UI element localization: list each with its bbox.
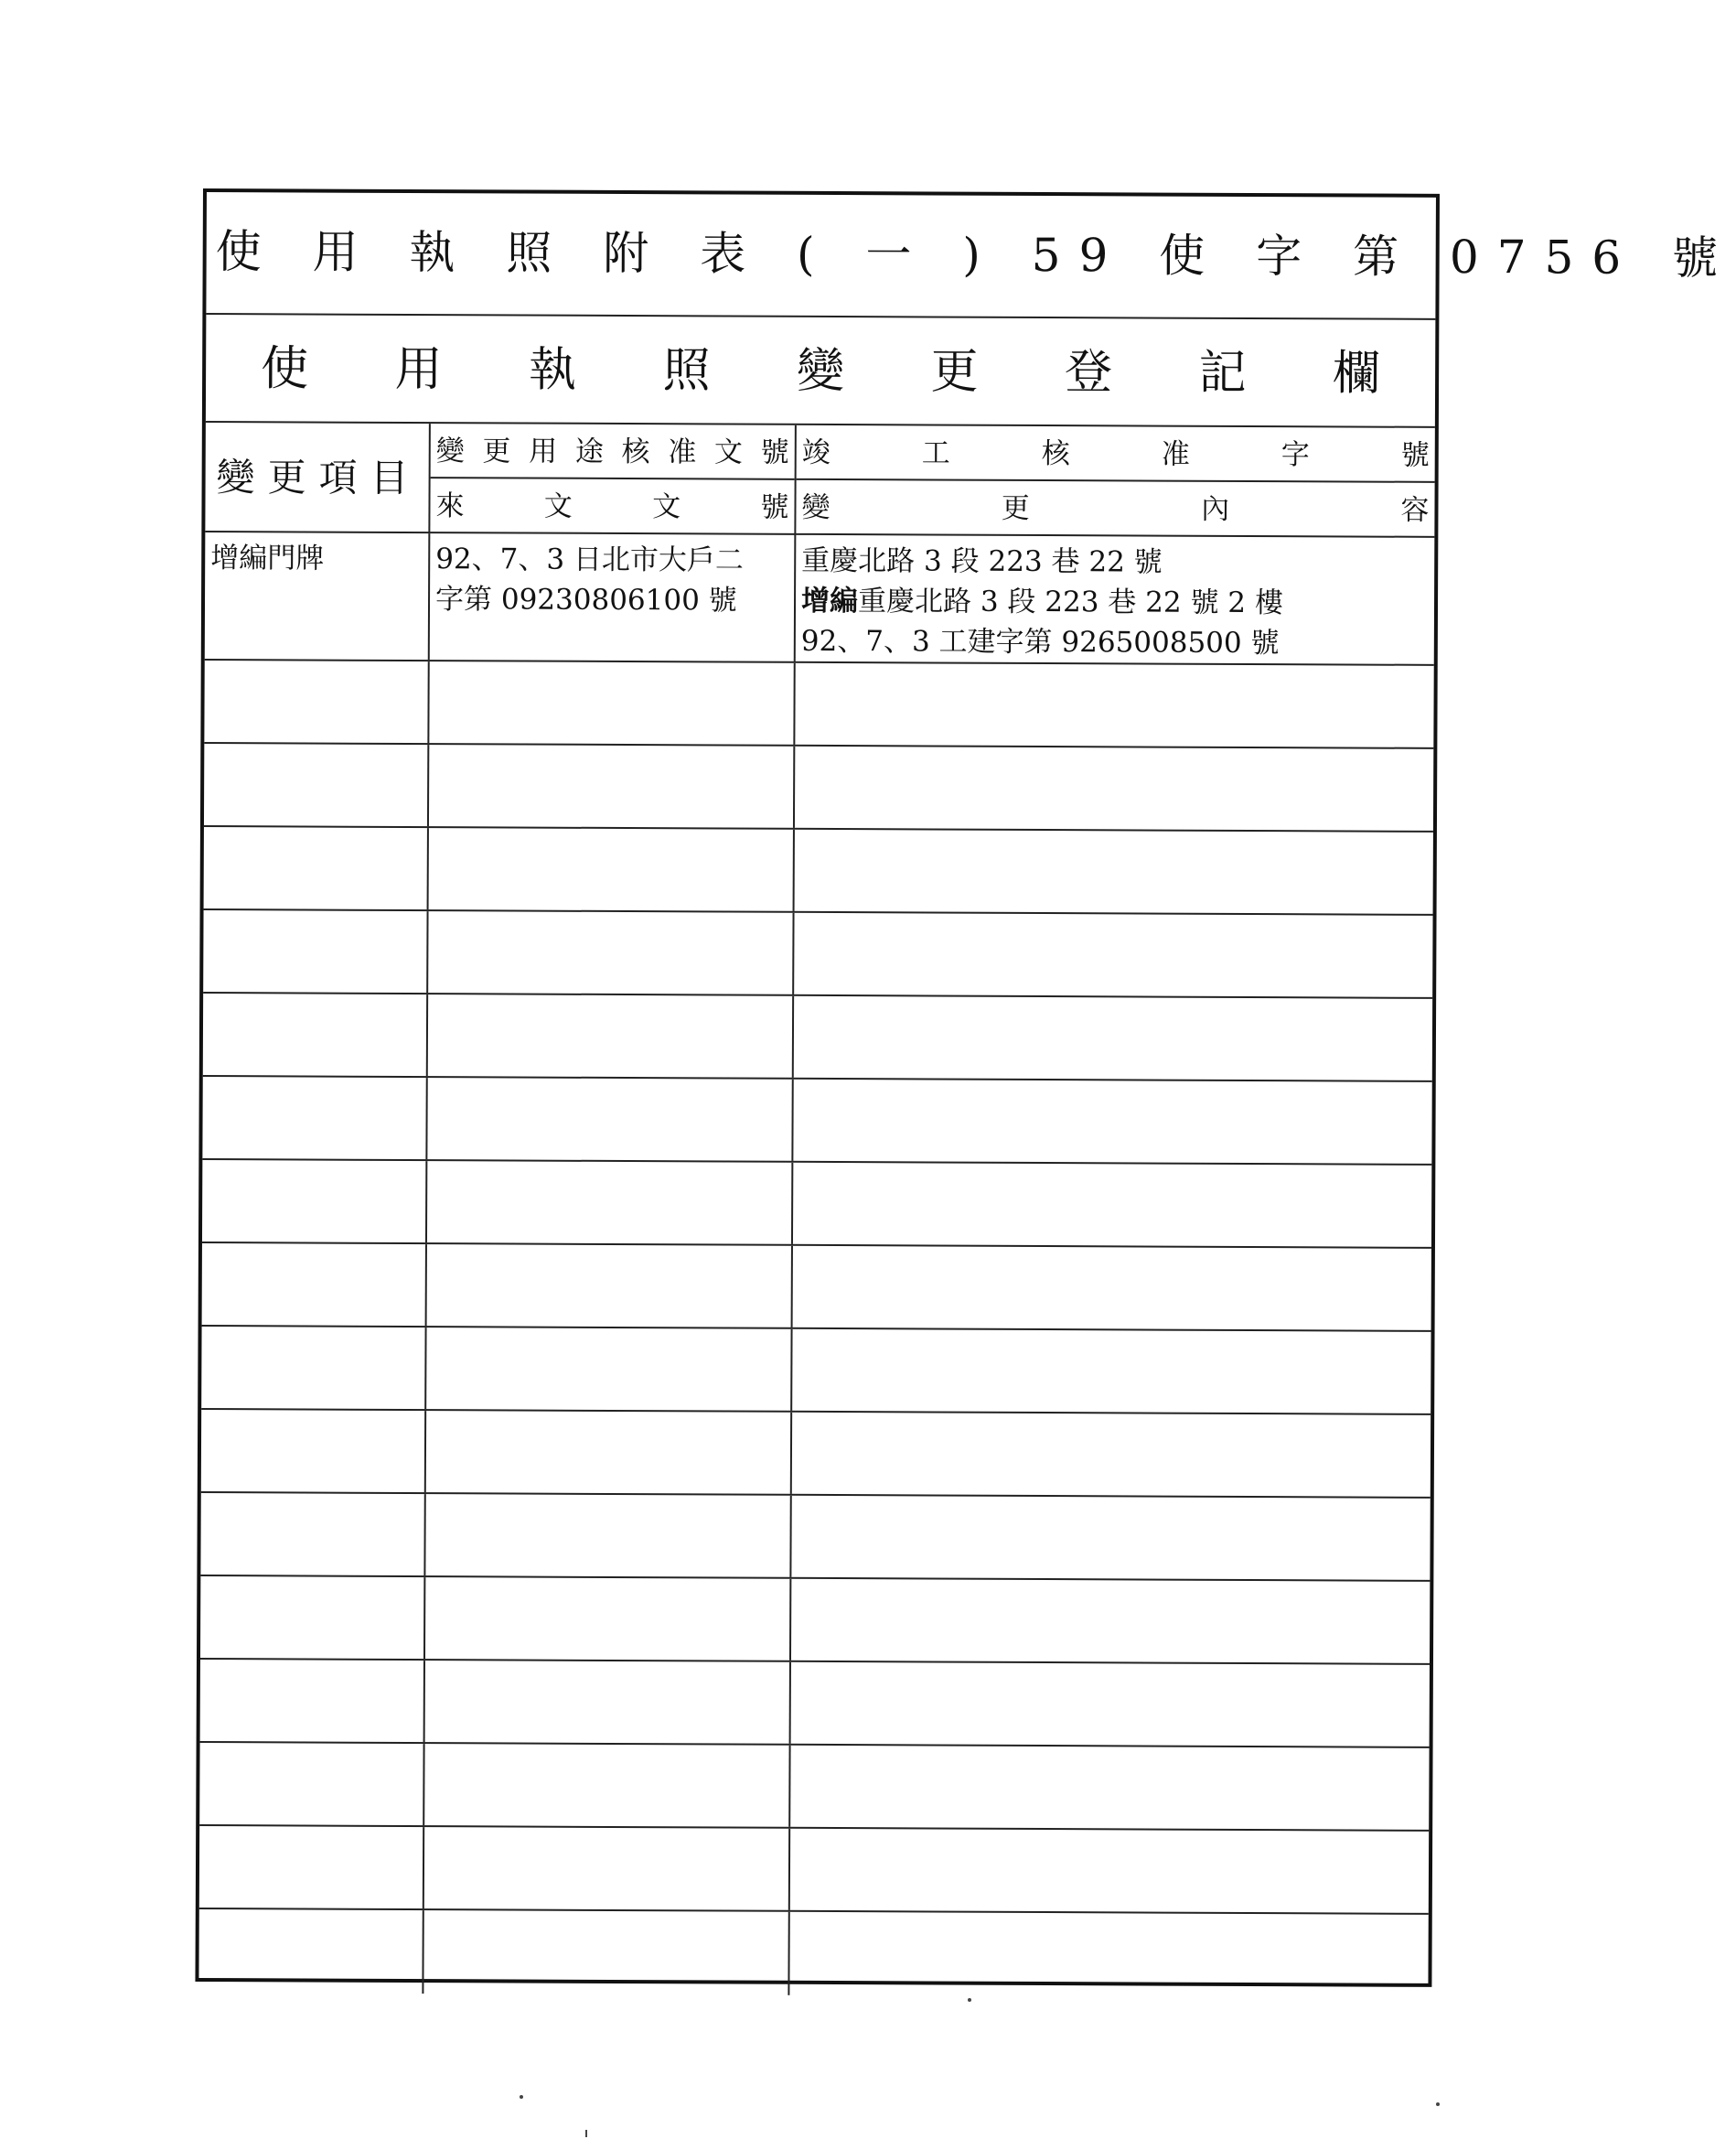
item-cell: [200, 1660, 425, 1742]
item-cell: [204, 744, 429, 826]
item-cell: [203, 910, 428, 993]
doc-no-cell: [430, 533, 797, 661]
header-char: 變: [801, 490, 830, 524]
table-row: [204, 827, 1433, 916]
content-bold-label: 增編: [800, 584, 859, 618]
doc-no-cell: [424, 1827, 790, 1910]
scan-speck: [585, 2130, 587, 2137]
header-char: 准: [668, 435, 697, 469]
header-char: 容: [1400, 493, 1430, 527]
doc-no-cell: [426, 1327, 792, 1411]
table-row: [204, 661, 1433, 749]
table-row: [201, 1410, 1431, 1499]
content-cell: [790, 1746, 1429, 1830]
header-char: 號: [760, 490, 789, 524]
content-line: 92、7、3 工建字第 9265008500 號: [800, 624, 1280, 661]
table-row: [200, 1576, 1430, 1665]
content-line: 重慶北路 3 段 223 巷 22 號: [801, 543, 1163, 579]
doc-no-line: 字第 09230806100 號: [434, 583, 737, 618]
doc-no-cell: [425, 1661, 791, 1744]
item-cell: [201, 1327, 426, 1409]
item-cell: [204, 827, 429, 909]
table-row: [205, 532, 1435, 666]
item-cell: [202, 1243, 427, 1326]
header-change-item: [205, 423, 431, 533]
content-cell: [794, 996, 1432, 1080]
header-completion-no: [797, 425, 1435, 483]
table-body: [198, 532, 1434, 1998]
content-line: [801, 581, 1434, 624]
doc-no-cell: [426, 1411, 792, 1494]
table-row: [198, 1909, 1428, 1998]
item-cell: [204, 661, 429, 743]
header-char: 文: [543, 489, 573, 523]
content-line-text: 重慶北路 3 段 223 巷 22 號 2 樓: [857, 585, 1284, 620]
table-row: [203, 910, 1432, 999]
doc-no-cell: [427, 1244, 793, 1327]
header-doc-number: [430, 424, 797, 535]
item-cell: [205, 532, 431, 660]
header-char: 核: [621, 435, 650, 469]
content-cell: [796, 535, 1435, 664]
header-char: 文: [713, 435, 744, 469]
doc-no-cell: [425, 1494, 791, 1577]
subtitle-row: [206, 315, 1436, 428]
title-row: [206, 192, 1736, 320]
header-char: 更: [482, 435, 511, 468]
content-cell: [791, 1662, 1430, 1747]
item-cell: [199, 1743, 424, 1825]
content-cell: [794, 913, 1432, 997]
content-cell: [791, 1496, 1430, 1580]
subtitle-char: 照: [662, 343, 711, 399]
header-change-content: [796, 480, 1434, 538]
subtitle-char: 變: [796, 343, 845, 400]
table-row: [200, 1493, 1430, 1582]
form-subtitle: [261, 335, 1380, 407]
header-char: 變: [435, 435, 465, 468]
item-cell: [199, 1826, 424, 1908]
header-char: 號: [760, 435, 789, 469]
header-char: 准: [1161, 437, 1190, 471]
table-row: [202, 1160, 1431, 1249]
header-char: 字: [1281, 438, 1310, 472]
scan-speck: [968, 1998, 971, 2002]
header-char: 文: [652, 490, 681, 524]
header-char: 用: [529, 435, 558, 468]
content-cell: [790, 1829, 1429, 1913]
doc-no-cell: [428, 994, 794, 1078]
doc-no-cell: [429, 745, 795, 828]
content-cell: [793, 1163, 1431, 1247]
subtitle-char: 登: [1064, 345, 1113, 401]
license-attachment-form: [195, 188, 1736, 1987]
subtitle-char: 執: [528, 342, 577, 398]
content-cell: [792, 1413, 1431, 1497]
doc-no-cell: [428, 911, 794, 994]
subtitle-char: 使: [261, 341, 309, 397]
table-row: [201, 1327, 1431, 1415]
doc-no-cell: [427, 1078, 793, 1161]
doc-no-cell: [424, 1744, 790, 1827]
header-completion: [796, 425, 1435, 538]
header-char: 工: [921, 436, 950, 470]
subtitle-char: 欄: [1332, 346, 1381, 402]
item-cell: [200, 1576, 425, 1659]
doc-no-cell: [423, 1910, 789, 1995]
item-cell: [203, 994, 428, 1076]
table-row: [200, 1660, 1430, 1748]
doc-no-cell: [429, 661, 795, 745]
table-row: [199, 1743, 1429, 1832]
table-row: [202, 1077, 1431, 1166]
content-cell: [793, 1080, 1431, 1164]
table-row: [202, 1243, 1431, 1332]
header-char: 來: [435, 489, 465, 523]
item-text: 增編門牌: [210, 542, 325, 575]
subtitle-char: 用: [394, 341, 443, 398]
content-cell: [792, 1329, 1431, 1413]
content-cell: [795, 830, 1433, 914]
header-approval-doc-no: [431, 424, 795, 480]
doc-no-cell: [425, 1577, 791, 1661]
item-cell: [200, 1493, 425, 1575]
header-char: 更: [1001, 491, 1030, 525]
doc-no-line: 92、7、3 日北市大戶二: [435, 543, 745, 577]
doc-no-cell: [427, 1161, 793, 1244]
content-cell: [795, 747, 1433, 831]
table-row: [199, 1826, 1429, 1915]
table-row: [203, 994, 1432, 1082]
content-cell: [793, 1246, 1431, 1330]
form-title: 使 用 執 照 附 表 ( 一 ) 59 使 字 第 0756 號: [215, 225, 1736, 285]
subtitle-char: 更: [930, 344, 979, 400]
item-cell: [202, 1160, 427, 1242]
content-cell: [795, 663, 1433, 747]
header-item-label: 變更項目: [216, 455, 422, 501]
content-cell: [791, 1579, 1430, 1663]
header-incoming-doc-no: [430, 478, 794, 535]
doc-no-cell: [429, 828, 795, 911]
header-char: 號: [1400, 438, 1430, 472]
header-char: 內: [1201, 492, 1230, 526]
item-cell: [198, 1909, 423, 1994]
header-char: 核: [1041, 437, 1070, 471]
subtitle-char: 記: [1198, 345, 1247, 401]
scan-speck: [520, 2095, 523, 2099]
header-char: 竣: [801, 435, 830, 469]
item-cell: [201, 1410, 426, 1492]
table-row: [204, 744, 1433, 833]
scan-speck: [1436, 2102, 1440, 2106]
header-char: 途: [574, 435, 604, 468]
content-cell: [789, 1912, 1428, 1998]
item-cell: [202, 1077, 427, 1159]
